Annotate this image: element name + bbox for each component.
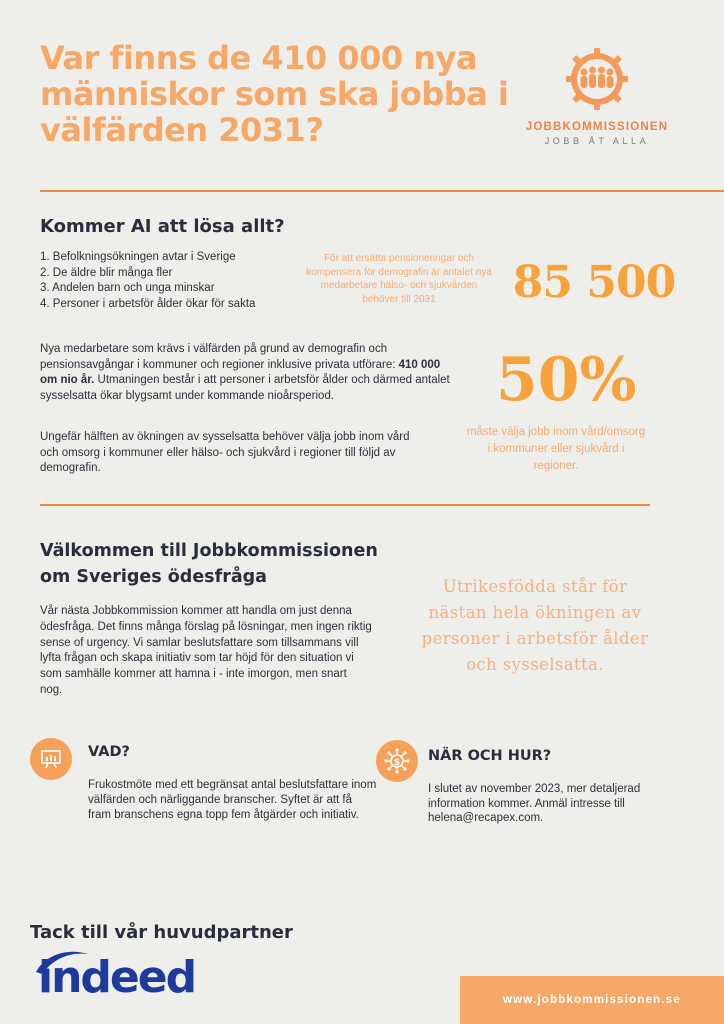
- gear-people-logo-icon: [562, 48, 632, 110]
- stat1-description: För att ersätta pensioneringar och kompensera för demografin är antalet nya medarbetare hälso- och sjukvården behöver till 2031: [306, 253, 492, 305]
- section1-paragraph1: [40, 342, 460, 404]
- dollar-network-icon: [376, 740, 418, 782]
- indeed-logo: [30, 946, 230, 1006]
- list-item: 1. Befolkningsökningen avtar i Sverige: [40, 251, 236, 263]
- section1-paragraph2: Ungefär hälften av ökningen av sysselsatta behöver välja jobb inom vård och omsorg i kommuner eller hälso- och sjukvård i regioner till följd av demografin.: [40, 431, 410, 474]
- stat2-description: måste välja jobb inom vård/omsorg i kommuner eller sjukvård i regioner.: [466, 426, 646, 472]
- footer-bar: [460, 976, 724, 1024]
- money-network-icon: [383, 747, 411, 775]
- vad-heading: VAD?: [88, 744, 130, 760]
- section2-body: Vår nästa Jobbkommission kommer att handla om just denna ödesfråga. Det finns många förslag på lösningar, men ingen riktig sense of urgency. Vi samlar beslutsfattare som tillsammans vill lyfta frågan och skapa initiativ som tar höjd för den situation vi som samhälle kommer att hamna i - inte imorgon, men snart nog.: [40, 605, 372, 696]
- website-link[interactable]: www.jobbkommissionen.se: [503, 994, 681, 1006]
- svg-text:$: $: [393, 758, 401, 768]
- para1-text-b: Utmaningen består i att personer i arbetsför ålder och därmed antalet sysselsatta ökar blygsamt under kommande nioårsperiod.: [40, 374, 450, 402]
- chart-board-icon: [39, 747, 63, 771]
- list-item: 3. Andelen barn och unga minskar: [40, 282, 215, 294]
- nar-text: I slutet av november 2023, mer detaljerad information kommer. Anmäl intresse till helena@recapex.com.: [428, 783, 641, 824]
- section1-heading: Kommer AI att lösa allt?: [40, 216, 285, 237]
- presentation-icon: [30, 738, 72, 780]
- logo-name: JOBBKOMMISSIONEN: [525, 121, 669, 133]
- section2-heading-line1: Välkommen till Jobbkommissionen: [40, 541, 378, 561]
- page-title: Var finns de 410 000 nya människor som ska jobba i välfärden 2031?: [40, 39, 509, 149]
- section2-heading-line2: om Sveriges ödesfråga: [40, 567, 267, 587]
- quote: Utrikesfödda står för nästan hela ökningen av personer i arbetsför ålder och sysselsatta.: [421, 577, 649, 674]
- indeed-wordmark: indeed: [38, 952, 196, 1003]
- section2-heading: [40, 538, 378, 590]
- vad-text: Frukostmöte med ett begränsat antal beslutsfattare inom välfärden och närliggande branscher. Syftet är att få fram branschens egna topp fem åtgärder och initiativ.: [88, 779, 377, 821]
- stat2-value: 50%: [496, 345, 637, 415]
- divider-top: [40, 190, 724, 192]
- list-item: 2. De äldre blir många fler: [40, 266, 173, 279]
- nar-heading: NÄR OCH HUR?: [428, 748, 552, 764]
- partner-heading: Tack till vår huvudpartner: [30, 922, 293, 943]
- para1-bold: 410 000 om nio år.: [40, 358, 441, 386]
- para1-text-a: Nya medarbetare som krävs i välfärden på grund av demografin och pensionsavgångar i kommuner och regioner inklusive privata utförare:: [40, 343, 399, 371]
- divider-middle: [40, 504, 650, 506]
- stat1-value: 85 500: [512, 257, 676, 308]
- factor-list: [40, 250, 300, 312]
- jobbkommissionen-logo: [512, 48, 682, 146]
- logo-tagline: JOBB ÅT ALLA: [544, 136, 650, 146]
- list-item: 4. Personer i arbetsför ålder ökar för sakta: [40, 297, 256, 310]
